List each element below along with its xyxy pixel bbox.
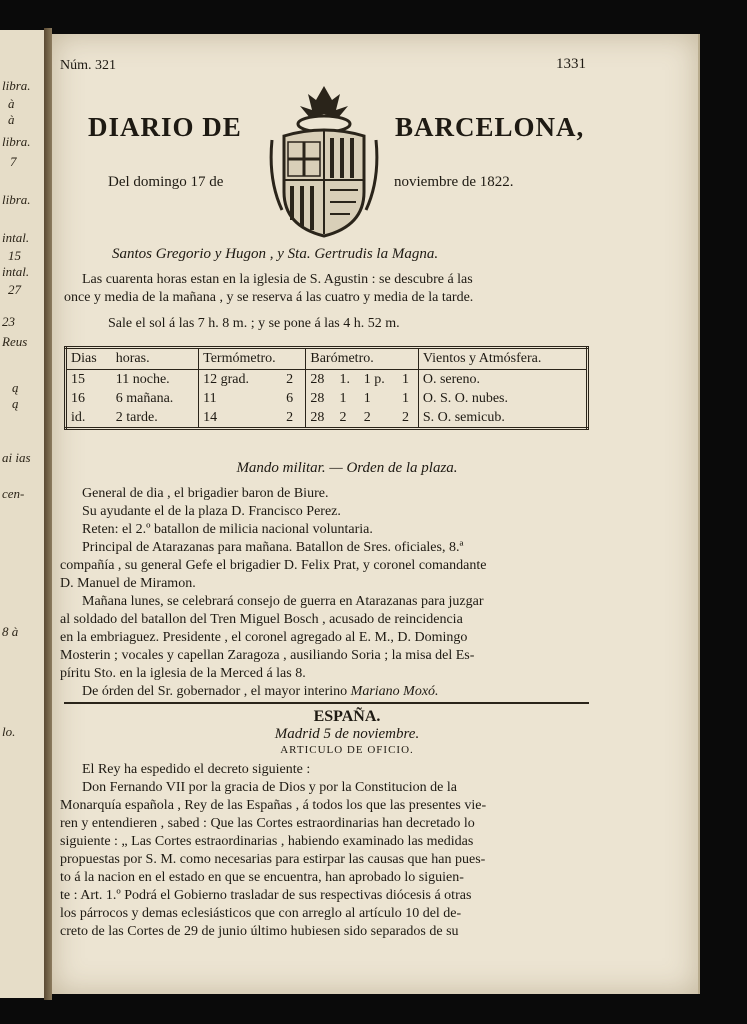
- table-cell: 2: [339, 409, 347, 425]
- table-cell: 1: [339, 390, 347, 406]
- news-line: ren y entendieren , sabed : Que las Cortes estraordinarias han decretado lo: [60, 816, 475, 831]
- signature-name: Mariano Moxó.: [350, 684, 439, 699]
- left-fragment: 8 à: [2, 624, 19, 639]
- left-fragment: ą: [12, 396, 19, 411]
- table-cell: 28: [306, 408, 336, 429]
- left-fragment: 27: [8, 282, 21, 297]
- left-fragment: ai ias: [2, 450, 31, 465]
- military-line: Mosterin ; vocales y capellan Zaragoza , ausiliando Soria ; la misa del Es-: [60, 648, 475, 663]
- table-cell: 1.: [339, 371, 350, 387]
- military-line: en la embriaguez. Presidente , el coronel agregado al E. M., D. Domingo: [60, 630, 468, 645]
- coat-of-arms-icon: [268, 80, 380, 240]
- military-line: D. Manuel de Miramon.: [60, 576, 196, 591]
- date-right: noviembre de 1822.: [394, 174, 514, 190]
- left-fragment: 7: [10, 154, 17, 169]
- issue-number: Núm. 321: [60, 58, 116, 73]
- left-fragment: libra.: [2, 134, 31, 149]
- table-cell: S. O. semicub.: [418, 408, 587, 429]
- table-cell: O. S. O. nubes.: [418, 389, 587, 408]
- military-line: al soldado del batallon del Tren Miguel Bosch , acusado de reincidencia: [60, 612, 463, 627]
- table-header-row: [66, 348, 588, 370]
- masthead-right: BARCELONA,: [395, 112, 585, 142]
- military-heading: Mando militar. — Orden de la plaza.: [236, 460, 458, 476]
- news-line: Don Fernando VII por la gracia de Dios y por la Constitucion de la: [82, 780, 457, 795]
- signature-prefix: De órden del Sr. gobernador , el mayor interino: [82, 684, 348, 699]
- military-line: General de dia , el brigadier baron de Biure.: [82, 486, 329, 501]
- hours-line: Las cuarenta horas estan en la iglesia de S. Agustin : se descubre á las: [82, 272, 473, 287]
- left-fragment: à: [8, 96, 15, 111]
- table-row: [66, 389, 588, 408]
- news-line: los párrocos y demas eclesiásticos que con arreglo al artículo 10 del de-: [60, 906, 462, 921]
- table-cell: 14: [199, 408, 282, 429]
- table-cell: 11 noche.: [115, 371, 170, 387]
- saints-line: Santos Gregorio y Hugon , y Sta. Gertrudis la Magna.: [112, 246, 439, 262]
- table-cell: 2 tarde.: [115, 409, 158, 425]
- table-cell: 28: [306, 370, 336, 390]
- table-cell: 12 grad.: [199, 370, 282, 390]
- table-cell: 1: [363, 390, 371, 406]
- left-fragment: 23: [2, 314, 15, 329]
- military-line: Reten: el 2.º batallon de milicia nacional voluntaria.: [82, 522, 373, 537]
- table-cell: 2: [286, 371, 294, 387]
- newspaper-page: [52, 34, 700, 994]
- left-page-edge: [0, 30, 47, 998]
- news-subheading: ARTICULO DE OFICIO.: [280, 744, 414, 756]
- table-cell: 16: [71, 390, 85, 406]
- military-signature: [82, 684, 439, 700]
- news-line: propuestas por S. M. como necesarias para estirpar las causas que han pues-: [60, 852, 486, 867]
- news-line: to á la nacion en el estado en que se encuentra, han aprobado lo siguien-: [60, 870, 464, 885]
- left-fragment: Reus: [2, 334, 28, 349]
- left-fragment: à: [8, 112, 15, 127]
- left-fragment: intal.: [2, 264, 30, 279]
- news-line: siguiente : „ Las Cortes estraordinarias , habiendo examinado las medidas: [60, 834, 474, 849]
- table-cell: id.: [71, 409, 86, 425]
- table-cell: 2: [286, 409, 294, 425]
- table-cell: O. sereno.: [418, 370, 587, 390]
- table-cell: 1 p.: [363, 371, 385, 387]
- table-cell: 6: [286, 390, 294, 406]
- masthead-left: DIARIO DE: [88, 112, 242, 142]
- col-header: Barómetro.: [306, 348, 418, 370]
- table-cell: 11: [199, 389, 282, 408]
- table-cell: 6 mañana.: [115, 390, 174, 406]
- col-header: Dias: [66, 348, 112, 370]
- table-cell: 15: [71, 371, 85, 387]
- section-divider: [64, 702, 589, 704]
- table-cell: 2: [363, 409, 371, 425]
- military-line: Su ayudante el de la plaza D. Francisco Perez.: [82, 504, 341, 519]
- left-fragment: cen-: [2, 486, 25, 501]
- news-line: creto de las Cortes de 29 de junio último hubiesen sido separados de su: [60, 924, 459, 939]
- left-fragment: libra.: [2, 192, 31, 207]
- military-line: compañía , su general Gefe el brigadier D. Felix Prat, y coronel comandante: [60, 558, 487, 573]
- table-cell: 2: [401, 409, 409, 425]
- news-dateline: Madrid 5 de noviembre.: [274, 726, 420, 742]
- news-heading: ESPAÑA.: [313, 708, 381, 725]
- left-fragment: 15: [8, 248, 21, 263]
- military-line: Principal de Atarazanas para mañana. Batallon de Sres. oficiales, 8.ª: [82, 540, 464, 555]
- weather-table: [64, 346, 589, 430]
- news-line: Monarquía española , Rey de las Españas , á todos los que las presentes vie-: [60, 798, 487, 813]
- col-header: horas.: [112, 348, 199, 370]
- table-cell: 28: [306, 389, 336, 408]
- left-fragment: intal.: [2, 230, 30, 245]
- date-left: Del domingo 17 de: [108, 174, 224, 190]
- sun-line: Sale el sol á las 7 h. 8 m. ; y se pone á las 4 h. 52 m.: [108, 316, 400, 331]
- table-cell: 1: [401, 390, 409, 406]
- col-header: Termómetro.: [199, 348, 306, 370]
- news-line: El Rey ha espedido el decreto siguiente :: [82, 762, 311, 777]
- left-fragment: lo.: [2, 724, 16, 739]
- table-cell: 1: [401, 371, 409, 387]
- military-line: Mañana lunes, se celebrará consejo de guerra en Atarazanas para juzgar: [82, 594, 484, 609]
- left-fragment: ą: [12, 380, 19, 395]
- left-fragment: libra.: [2, 78, 31, 93]
- table-row: [66, 408, 588, 429]
- military-line: píritu Sto. en la iglesia de la Merced á las 8.: [60, 666, 306, 681]
- col-header: Vientos y Atmósfera.: [418, 348, 587, 370]
- page-number: 1331: [556, 56, 586, 72]
- hours-line: once y media de la mañana , y se reserva á las cuatro y media de la tarde.: [64, 290, 474, 305]
- book-gutter: [44, 28, 52, 1000]
- table-row: [66, 370, 588, 390]
- news-line: te : Art. 1.º Podrá el Gobierno trasladar de sus respectivas diócesis á otras: [60, 888, 472, 903]
